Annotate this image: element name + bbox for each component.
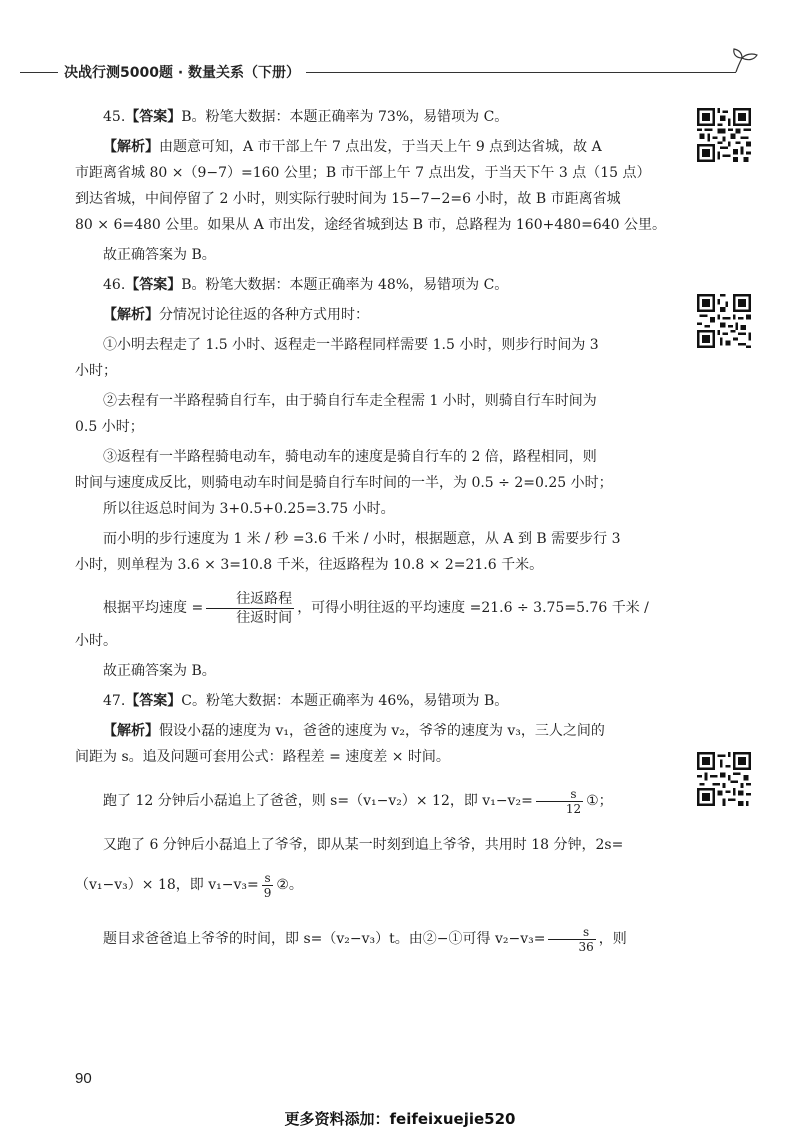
- qr-code-q47[interactable]: [697, 752, 751, 806]
- page-number: 90: [75, 1070, 92, 1087]
- q46-conclusion: 故正确答案为 B。: [103, 663, 216, 679]
- q47-eq2-fraction: $\frac{s}{9}$: [263, 870, 272, 900]
- q47-analysis-line2: 间距为 s。追及问题可套用公式：路程差 = 速度差 × 时间。: [75, 749, 450, 765]
- book-title: 决战行测5000题 · 数量关系（下册）: [64, 65, 301, 81]
- q47-analysis: 【解析】假设小磊的速度为 v₁，爸爸的速度为 v₂，爷爷的速度为 v₃，三人之间的: [103, 723, 605, 739]
- running-header: [0, 60, 800, 86]
- q47-eq3-fraction: $\frac{s}{36}$: [548, 925, 595, 954]
- sprout-icon: [730, 44, 764, 74]
- q45-analysis-line3: 到达省城，中间停留了 2 小时，则实际行驶时间为 15−7−2=6 小时，故 B 市距离省城: [75, 191, 621, 207]
- q46-item3-cont: 时间与速度成反比，则骑电动车时间是骑自行车时间的一半，为 0.5 ÷ 2=0.25 小时；: [75, 475, 613, 491]
- q47-eq3: 题目求爸爸追上爷爷的时间，即 s=（v₂−v₃）t。由②−①可得 v₂−v₃= $\frac{s}{36}$ ，则: [103, 924, 627, 954]
- q46-item2-cont: 0.5 小时；: [75, 419, 144, 435]
- q45-answer: 45.【答案】B。粉笔大数据：本题正确率为 73%，易错项为 C。: [103, 109, 509, 125]
- qr-code-q46[interactable]: [697, 294, 751, 348]
- q47-eq2: 又跑了 6 分钟后小磊追上了爷爷，即从某一时刻到追上爷爷，共用时 18 分钟，2s=: [103, 837, 624, 853]
- q47-eq1-fraction: $\frac{s}{12}$: [536, 787, 583, 816]
- q47-eq2-cont: （v₁−v₃）× 18，即 v₁−v₃= $\frac{s}{9}$ ②。: [75, 870, 303, 900]
- footer-contact: 更多资料添加：feifeixuejie520: [284, 1110, 516, 1128]
- header-rule-right: [306, 72, 736, 73]
- q46-analysis: 【解析】分情况讨论往返的各种方式用时：: [103, 307, 369, 323]
- q46-formula-cont: 小时。: [75, 633, 117, 649]
- q46-speed: 而小明的步行速度为 1 米 / 秒 =3.6 千米 / 小时，根据题意，从 A 到 B 需要步行 3: [103, 531, 621, 547]
- qr-code-q45[interactable]: [697, 108, 751, 162]
- page-content: [75, 104, 675, 958]
- q46-item3: ③返程有一半路程骑电动车，骑电动车的速度是骑自行车的 2 倍，路程相同，则: [103, 449, 597, 465]
- q45-analysis-line4: 80 × 6=480 公里。如果从 A 市出发，途经省城到达 B 市，总路程为 160+480=640 公里。: [75, 217, 666, 233]
- q46-item2: ②去程有一半路程骑自行车，由于骑自行车走全程需 1 小时，则骑自行车时间为: [103, 393, 597, 409]
- q45-conclusion: 故正确答案为 B。: [103, 247, 216, 263]
- q46-speed-cont: 小时，则单程为 3.6 × 3=10.8 千米，往返路程为 10.8 × 2=21.6 千米。: [75, 557, 544, 573]
- q46-formula-fraction: $\frac{\text{往返路程}}{\text{往返时间}}$: [206, 590, 294, 627]
- q46-item1: ①小明去程走了 1.5 小时、返程走一半路程同样需要 1.5 小时，则步行时间为 3: [103, 337, 599, 353]
- q45-analysis-line2: 市距离省城 80 ×（9−7）=160 公里；B 市干部上午 7 点出发，于当天下午 3 点（15 点）: [75, 165, 651, 181]
- q47-eq1: 跑了 12 分钟后小磊追上了爸爸，则 s=（v₁−v₂）× 12，即 v₁−v₂= $\frac{s}{12}$ ①；: [103, 786, 613, 816]
- header-rule-left: [20, 72, 58, 73]
- q46-item1-cont: 小时；: [75, 363, 117, 379]
- q46-answer: 46.【答案】B。粉笔大数据：本题正确率为 48%，易错项为 C。: [103, 277, 509, 293]
- q46-formula: 根据平均速度 = $\frac{\text{往返路程}}{\text{往返时间}}$ ，可得小明往返的平均速度 =21.6 ÷ 3.75=5.76 千米 /: [103, 590, 649, 626]
- q45-analysis: 【解析】由题意可知，A 市干部上午 7 点出发，于当天上午 9 点到达省城，故 A: [103, 139, 602, 155]
- q47-answer: 47.【答案】C。粉笔大数据：本题正确率为 46%，易错项为 B。: [103, 693, 509, 709]
- q46-total-time: 所以往返总时间为 3+0.5+0.25=3.75 小时。: [103, 501, 395, 517]
